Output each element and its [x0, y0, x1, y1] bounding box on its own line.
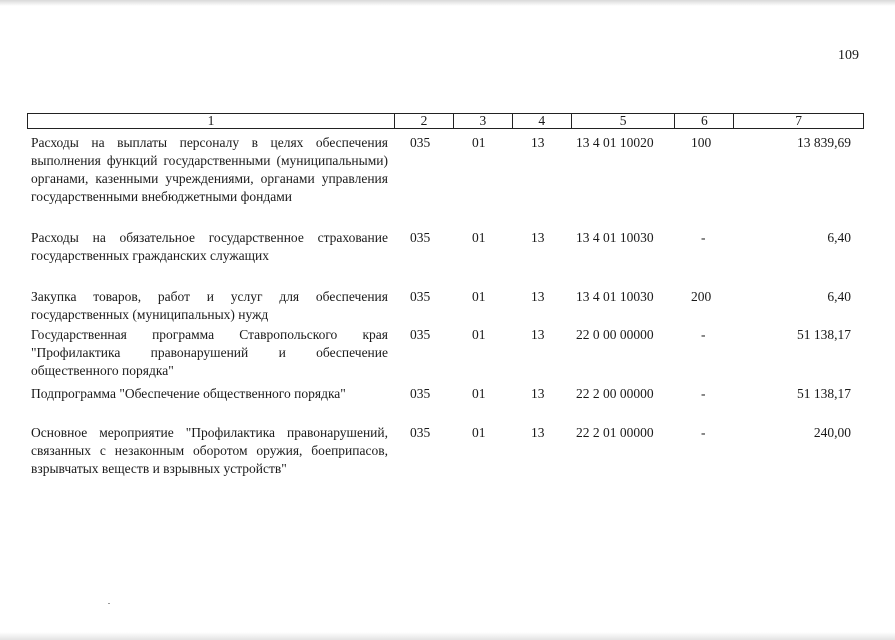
row-col-3: 01 [472, 135, 486, 150]
row-description: Расходы на обязательное государственное страхование государственных гражданских служащих [31, 230, 388, 263]
row-col-4: 13 [531, 386, 545, 401]
page-number: 109 [838, 48, 859, 63]
row-col-7: 6,40 [827, 289, 851, 304]
row-col-6: - [701, 386, 706, 401]
row-col-7: 51 138,17 [797, 386, 851, 401]
row-col-4: 13 [531, 289, 545, 304]
row-col-3: 01 [472, 425, 486, 440]
row-col-3: 01 [472, 289, 486, 304]
row-col-6: 200 [691, 289, 712, 304]
row-col-4: 13 [531, 135, 545, 150]
header-col-2: 2 [394, 114, 453, 128]
row-col-5: 22 2 00 00000 [576, 386, 654, 401]
row-col-5: 22 0 00 00000 [576, 327, 654, 342]
scan-bottom-edge [0, 632, 895, 640]
row-col-2: 035 [410, 425, 431, 440]
row-col-5: 13 4 01 10020 [576, 135, 654, 150]
row-description: Государственная программа Ставропольского края "Профилактика правонарушений и обеспечение общественного порядка" [31, 327, 388, 378]
header-col-5: 5 [571, 114, 675, 128]
row-col-4: 13 [531, 425, 545, 440]
row-col-6: - [701, 425, 706, 440]
row-col-5: 22 2 01 00000 [576, 425, 654, 440]
row-col-2: 035 [410, 289, 431, 304]
row-col-7: 13 839,69 [797, 135, 851, 150]
header-col-7: 7 [733, 114, 863, 128]
row-col-2: 035 [410, 135, 431, 150]
row-description: Подпрограмма "Обеспечение общественного порядка" [31, 386, 346, 401]
header-col-4: 4 [512, 114, 571, 128]
row-col-3: 01 [472, 230, 486, 245]
table-header-row [27, 113, 864, 129]
row-col-2: 035 [410, 230, 431, 245]
row-col-3: 01 [472, 386, 486, 401]
header-col-6: 6 [674, 114, 733, 128]
row-col-5: 13 4 01 10030 [576, 289, 654, 304]
row-description: Расходы на выплаты персоналу в целях обеспечения выполнения функций государственными (муниципальными) органами, казенными учреждениями, органами управления государственными внебюджетными фондами [31, 135, 388, 204]
scan-speck [108, 603, 110, 604]
row-col-7: 240,00 [813, 425, 851, 440]
row-col-3: 01 [472, 327, 486, 342]
scan-top-edge [0, 0, 895, 6]
row-col-2: 035 [410, 327, 431, 342]
row-col-7: 6,40 [827, 230, 851, 245]
row-description: Основное мероприятие "Профилактика правонарушений, связанных с незаконным оборотом оружия, боеприпасов, взрывчатых веществ и взрывных устройств" [31, 425, 388, 476]
header-col-3: 3 [453, 114, 512, 128]
row-description: Закупка товаров, работ и услуг для обеспечения государственных (муниципальных) нужд [31, 289, 388, 322]
row-col-6: - [701, 327, 706, 342]
row-col-5: 13 4 01 10030 [576, 230, 654, 245]
row-col-2: 035 [410, 386, 431, 401]
header-col-1: 1 [207, 113, 215, 128]
row-col-7: 51 138,17 [797, 327, 851, 342]
row-col-4: 13 [531, 327, 545, 342]
row-col-6: 100 [691, 135, 712, 150]
row-col-6: - [701, 230, 706, 245]
row-col-4: 13 [531, 230, 545, 245]
